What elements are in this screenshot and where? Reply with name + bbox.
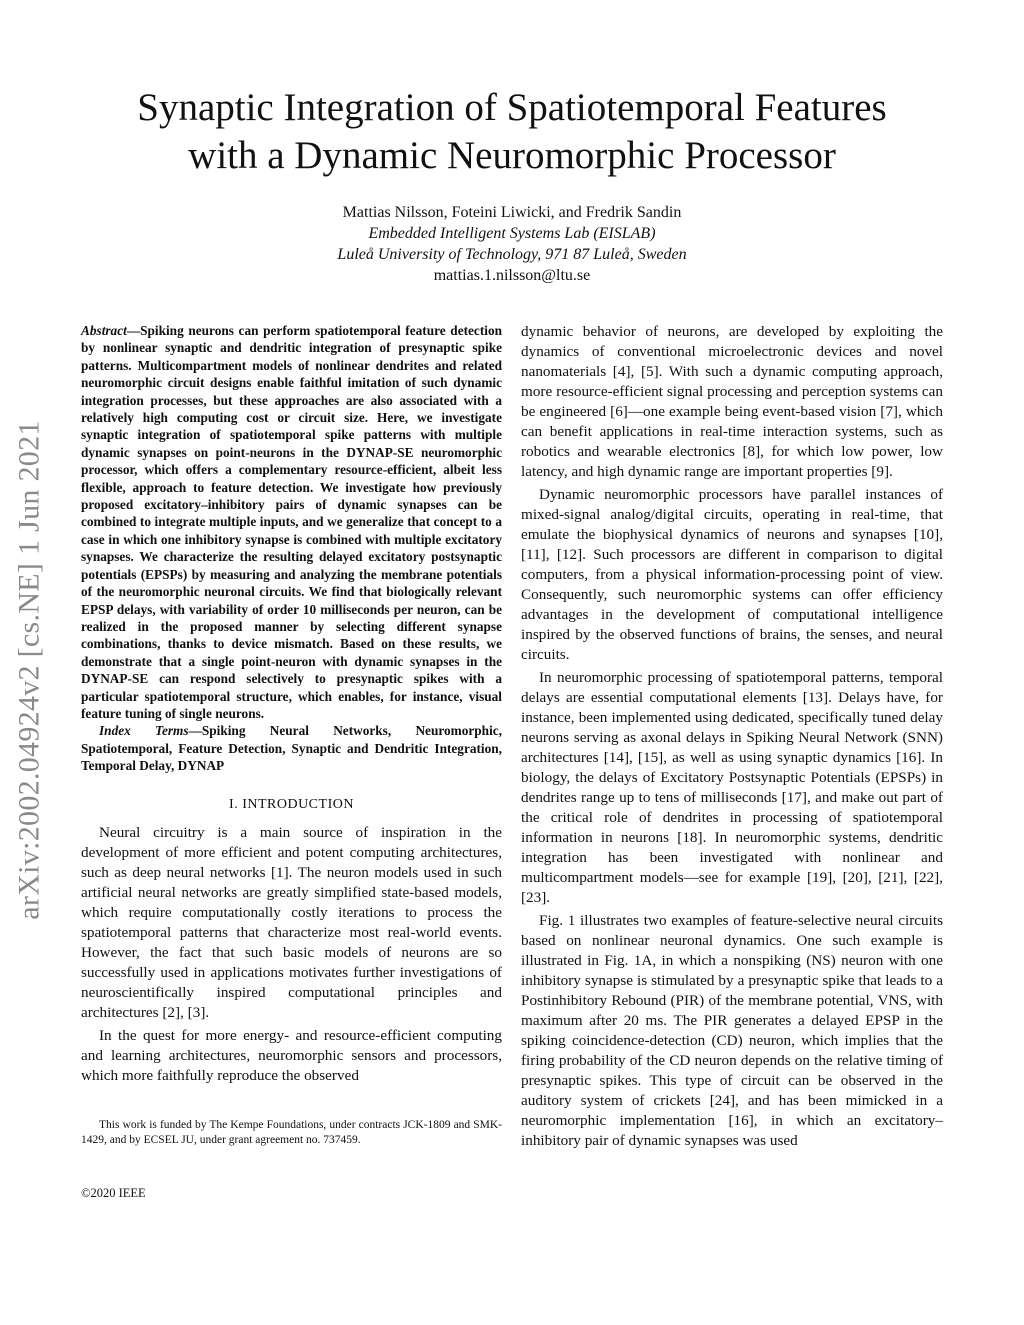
copyright-notice: ©2020 IEEE — [81, 1186, 146, 1200]
index-terms-label: Index Terms — [99, 723, 189, 739]
title-line-1: Synaptic Integration of Spatiotemporal Features — [137, 86, 887, 129]
arxiv-identifier: arXiv:2002.04924v2 [cs.NE] 1 Jun 2021 — [13, 420, 47, 920]
index-terms — [81, 722, 502, 774]
section-heading-introduction: I. INTRODUCTION — [229, 796, 354, 812]
right-paragraph-1: dynamic behavior of neurons, are developed by exploiting the dynamics of conventional microelectronic devices and novel nanomaterials [4], [5]. With such a dynamic computing approach, more resource-efficient signal processing and perception systems can be engineered [6]—one example being event-based vision [7], which can benefit applications in real-time interaction systems, such as robotics and wearable electronics [8], for which low power, low latency, and high dynamic range are important properties [9]. — [521, 323, 943, 480]
left-column — [81, 322, 502, 1086]
intro-paragraph-1: Neural circuitry is a main source of inspiration in the development of more efficient and potent computing architectures, such as deep neural networks [1]. The neuron models used in such artificial neural networks are greatly simplified state-based models, which require computationally costly iterations to process the spatiotemporal patterns that characterize most real-world events. However, the fact that such basic models of neurons are so successfully used in applications motivates further investigations of neuroscientifically inspired computational principles and architectures [2], [3]. — [81, 823, 502, 1021]
affiliation-university: Luleå University of Technology, 971 87 Luleå, Sweden — [337, 246, 687, 263]
intro-paragraph-2: In the quest for more energy- and resource-efficient computing and learning architectures, neuromorphic sensors and processors, which more faithfully reproduce the observed — [81, 1026, 502, 1084]
arxiv-sidebar — [10, 370, 50, 970]
right-paragraph-4: Fig. 1 illustrates two examples of feature-selective neural circuits based on nonlinear neuronal dynamics. One such example is illustrated in Fig. 1A, in which a nonspiking (NS) neuron with one inhibitory synapse is stimulated by a presynaptic spike that leads to a Postinhibitory Rebound (PIR) of the membrane potential, VNS, with maximum after 20 ms. The PIR generates a delayed EPSP in the spiking coincidence-detection (CD) neuron, which implies that the firing probability of the CD neuron depends on the relative timing of presynaptic spikes. This type of circuit can be observed in the auditory system of crickets [24], and has been mimicked in a neuromorphic implementation [16], in which an excitatory–inhibitory pair of dynamic synapses was used — [521, 912, 943, 1149]
abstract-label: Abstract — [81, 323, 127, 338]
paper-title — [80, 84, 944, 180]
right-column — [521, 322, 943, 1151]
author-email[interactable]: mattias.1.nilsson@ltu.se — [433, 267, 591, 284]
affiliation-lab: Embedded Intelligent Systems Lab (EISLAB) — [368, 225, 656, 242]
funding-text: This work is funded by The Kempe Foundations, under contracts JCK-1809 and SMK-1429, and by ECSEL JU, under grant agreement no. 737459. — [81, 1119, 502, 1146]
index-terms-text: —Spiking Neural Networks, Neuromorphic, Spatiotemporal, Feature Detection, Synaptic and Dendritic Integration, Temporal Delay, DYNAP — [81, 723, 503, 774]
right-paragraph-3: In neuromorphic processing of spatiotemporal patterns, temporal delays are essential computational elements [13]. Delays have, for instance, been implemented using dedicated, specifically tuned delay neurons serving as axonal delays in Spiking Neural Network (SNN) architectures [14], [15], as well as using synaptic dynamics [16]. In biology, the delays of Excitatory Postsynaptic Potentials (EPSPs) in dendrites range up to tens of milliseconds [17], and make out part of the critical role of dendrites in processing of spatiotemporal information in neurons [18]. In neuromorphic systems, dendritic integration has been investigated with nonlinear and multicompartment models—see for example [19], [20], [21], [22], [23]. — [521, 669, 943, 906]
author-names: Mattias Nilsson, Foteini Liwicki, and Fredrik Sandin — [342, 204, 682, 221]
author-block — [80, 202, 944, 286]
abstract-text: —Spiking neurons can perform spatiotemporal feature detection by nonlinear synaptic and dendritic integration of presynaptic spike patterns. Multicompartment models of nonlinear dendrites and related neuromorphic circuit designs enable faithful imitation of such dynamic integration processes, but these approaches are also associated with a relatively high computing cost or circuit size. Here, we investigate synaptic integration of spatiotemporal spike patterns with multiple dynamic synapses on point-neurons in the DYNAP-SE neuromorphic processor, which offers a complementary resource-efficient, albeit less flexible, approach to feature detection. We investigate how previously proposed excitatory–inhibitory pairs of dynamic synapses can be combined to integrate multiple inputs, and we generalize that concept to a case in which one inhibitory synapse is combined with multiple excitatory synapses. We characterize the resulting delayed excitatory postsynaptic potentials (EPSPs) by measuring and analyzing the membrane potentials of the neuromorphic neuronal circuits. We find that biologically relevant EPSP delays, with variability of order 10 milliseconds per neuron, can be realized in the proposed manner by selecting different synapse combinations, thanks to device mismatch. Based on these results, we demonstrate that a single point-neuron with dynamic synapses in the DYNAP-SE can respond selectively to presynaptic spikes with a particular spatiotemporal structure, which enables, for instance, visual feature tuning of single neurons. — [81, 323, 502, 721]
right-paragraph-2: Dynamic neuromorphic processors have parallel instances of mixed-signal analog/digital circuits, operating in real-time, that emulate the biophysical dynamics of neurons and synapses [10], [11], [12]. Such processors are different in comparison to digital computers, from a physical information-processing point of view. Consequently, such neuromorphic systems can offer efficiency advantages in the development of computational intelligence inspired by the observed functions of brains, the senses, and neural circuits. — [521, 486, 943, 663]
abstract — [81, 322, 502, 722]
funding-footnote — [81, 1118, 502, 1148]
title-line-2: with a Dynamic Neuromorphic Processor — [188, 134, 836, 177]
